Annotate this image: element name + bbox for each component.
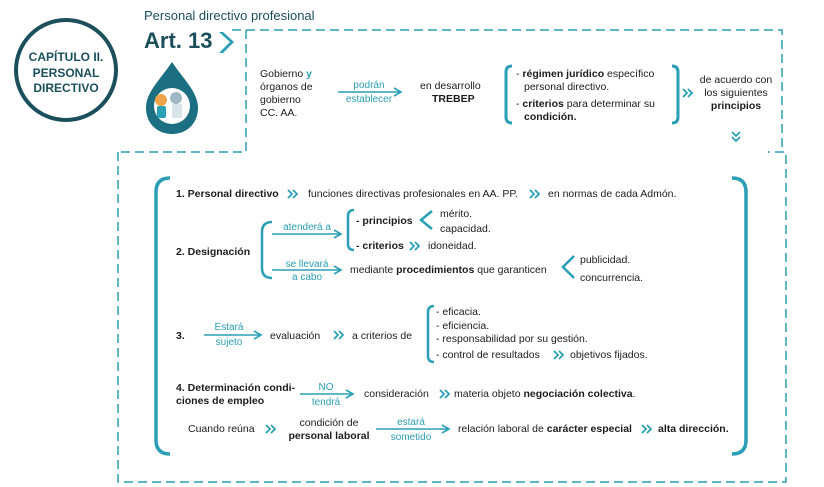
- estara5-label: estará: [397, 417, 425, 428]
- evaluacion: evaluación: [270, 330, 321, 342]
- article-number: Art. 13: [144, 28, 213, 53]
- sujeto-label: sujeto: [215, 337, 243, 348]
- eficiencia: - eficiencia.: [436, 319, 490, 332]
- estara-label: Estará: [214, 322, 244, 333]
- cuando: Cuando reúna: [188, 423, 255, 435]
- chapter-title: [16, 50, 116, 97]
- alta-direccion: alta dirección.: [658, 423, 729, 435]
- sec4-title: 4. Determinación condi- ciones de empleo: [176, 382, 296, 408]
- acriterios: a criterios de: [352, 330, 413, 342]
- sec1-title: 1. Personal directivo: [176, 188, 279, 200]
- responsabilidad: - responsabilidad por su gestión.: [436, 333, 588, 346]
- establecer-label: establecer: [345, 94, 393, 105]
- objetivos: objetivos fijados.: [570, 349, 648, 361]
- merito: mérito.: [440, 208, 473, 220]
- subtitle: Personal directivo profesional: [144, 8, 315, 23]
- gobierno-text: Gobierno y órganos de gobierno CC. AA.: [260, 68, 313, 120]
- chapter-line-2: PERSONAL: [32, 65, 100, 80]
- regimen-list: - régimen jurídico específico personal directivo. - criterios para determinar su condición.: [516, 68, 655, 124]
- article-chevron-icon: [219, 32, 234, 53]
- sometido-label: sometido: [390, 432, 432, 443]
- sec2-title: 2. Designación: [176, 246, 251, 258]
- tendra-label: tendrá: [311, 397, 341, 408]
- capacidad: capacidad.: [440, 223, 491, 235]
- control: - control de resultados: [436, 349, 540, 361]
- en-desarrollo: en desarrollo: [420, 80, 481, 92]
- sec3-title: 3.: [176, 330, 185, 342]
- atendera-label: atenderá a: [283, 222, 331, 233]
- consideracion: consideración: [364, 388, 429, 400]
- criteria-list: [436, 306, 588, 347]
- criterios-item: - criterios: [356, 240, 404, 252]
- eficacia: - eficacia.: [436, 306, 481, 318]
- droplet-icon: [146, 62, 198, 134]
- sec1-normas: en normas de cada Admón.: [548, 188, 677, 200]
- podran-label: podrán: [353, 80, 385, 91]
- acabo-label: a cabo: [291, 272, 323, 283]
- concurrencia: concurrencia.: [580, 272, 644, 284]
- principios-item: - principios: [356, 215, 413, 227]
- chapter-line-3: DIRECTIVO: [33, 81, 99, 96]
- deacuerdo-text: de acuerdo con los siguientes principios: [699, 74, 773, 113]
- idoneidad: idoneidad.: [428, 240, 477, 252]
- mediante-text: mediante procedimientos que garanticen: [350, 264, 547, 276]
- condicion-text: condición de personal laboral: [288, 417, 370, 443]
- publicidad: publicidad.: [580, 254, 631, 266]
- trebep: TREBEP: [432, 93, 475, 105]
- sec1-funciones: funciones directivas profesionales en AA. PP.: [308, 188, 518, 200]
- materia-text: materia objeto negociación colectiva.: [454, 388, 636, 400]
- no-label: NO: [318, 382, 334, 393]
- chapter-line-1: CAPÍTULO II.: [28, 50, 104, 64]
- relacion-text: relación laboral de carácter especial: [458, 423, 632, 435]
- sellevara-label: se llevará: [285, 259, 329, 270]
